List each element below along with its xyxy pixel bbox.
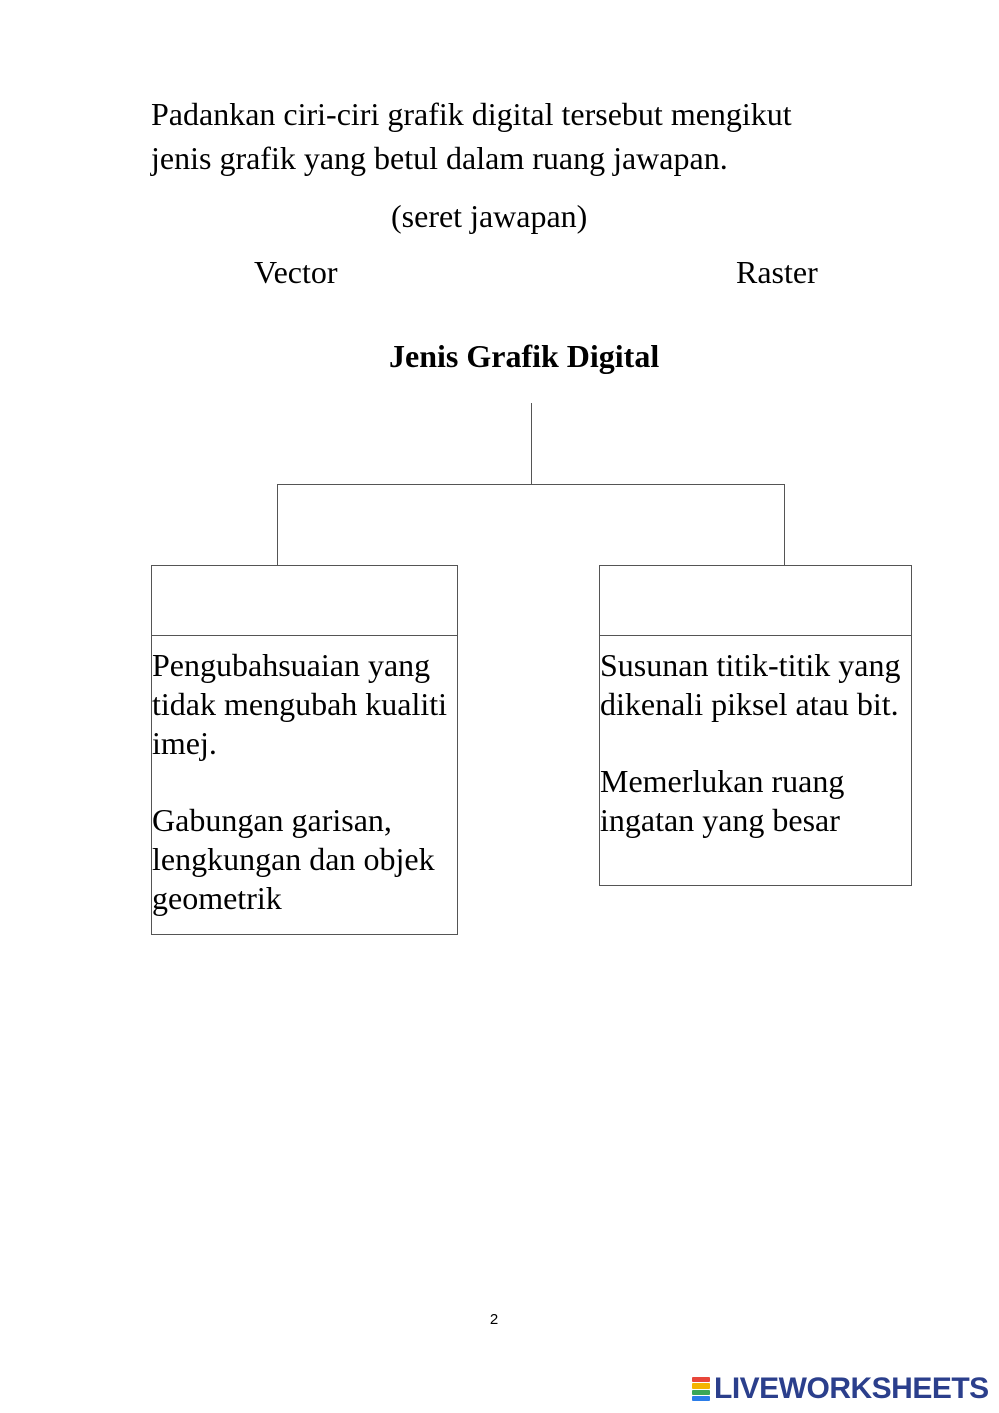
page-number: 2: [489, 1311, 499, 1328]
drag-hint: (seret jawapan): [391, 198, 588, 234]
connector-right-branch: [784, 484, 785, 566]
choice-raster[interactable]: Raster: [736, 254, 818, 290]
right-category-box: [599, 565, 912, 886]
left-description-2: Gabungan garisan, lengkungan dan objek geometrik: [152, 802, 435, 916]
diagram-title: Jenis Grafik Digital: [389, 338, 660, 374]
liveworksheets-brand-text: LIVEWORKSHEETS: [714, 1372, 989, 1405]
connector-left-branch: [277, 484, 278, 566]
liveworksheets-logo: [692, 1372, 989, 1406]
connector-crossbar: [277, 484, 785, 485]
right-description-1: Susunan titik-titik yang dikenali piksel atau bit.: [600, 647, 901, 722]
right-descriptions: [600, 636, 911, 840]
right-description-2: Memerlukan ruang ingatan yang besar: [600, 763, 845, 838]
instruction-line-2: jenis grafik yang betul dalam ruang jawapan.: [151, 140, 728, 176]
connector-trunk: [531, 403, 532, 484]
instruction-line-1: Padankan ciri-ciri grafik digital tersebut mengikut: [151, 96, 792, 132]
left-descriptions: [152, 636, 457, 918]
choice-vector[interactable]: Vector: [254, 254, 338, 290]
left-answer-drop-zone[interactable]: [152, 566, 457, 636]
left-category-box: [151, 565, 458, 935]
left-description-1: Pengubahsuaian yang tidak mengubah kualiti imej.: [152, 647, 448, 761]
liveworksheets-logo-icon: [692, 1377, 710, 1401]
right-answer-drop-zone[interactable]: [600, 566, 911, 636]
